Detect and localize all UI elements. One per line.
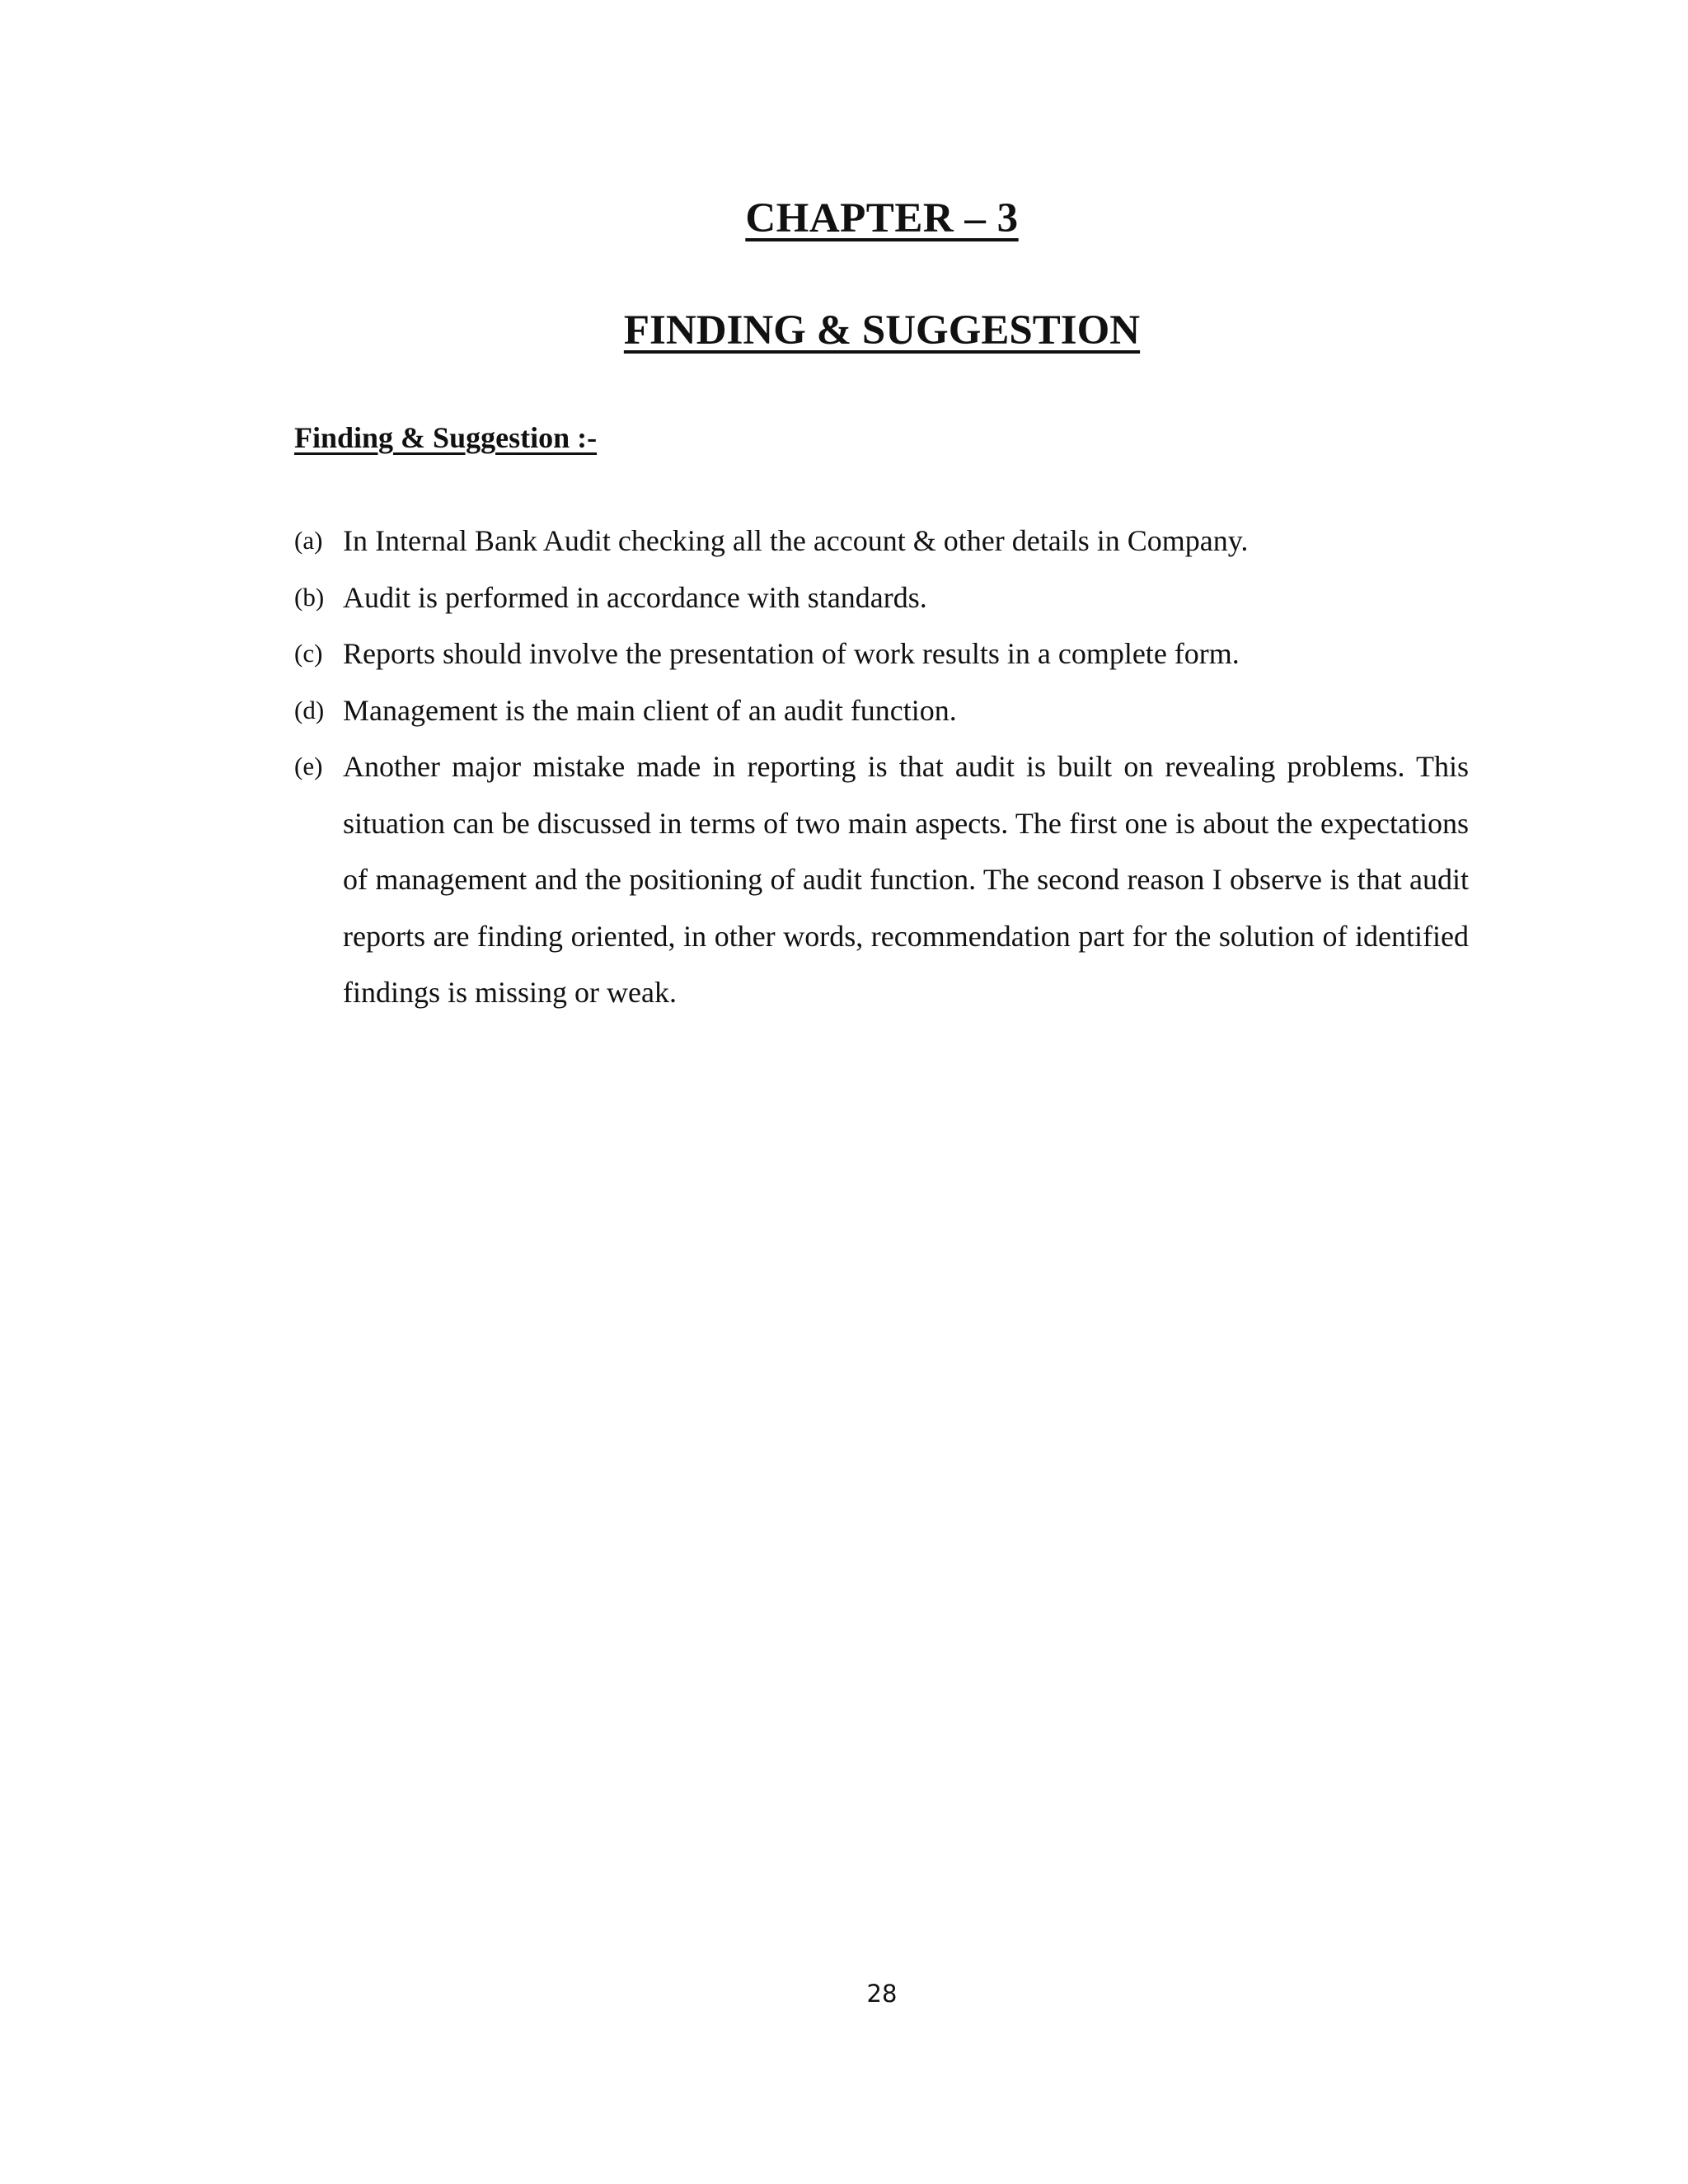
finding-text: In Internal Bank Audit checking all the account & other details in Company. — [343, 524, 1249, 557]
finding-text: Another major mistake made in reporting is that audit is built on revealing problems. This situation can be discussed in terms of two main aspects. The first one is about the expectations of management and the positioning of audit function. The second reason I observe is that audit reports are finding oriented, in other words, recommendation part for the solution of identified findings is missing or weak. — [343, 750, 1469, 1009]
finding-marker: (d) — [294, 695, 325, 724]
finding-text: Management is the main client of an audit function. — [343, 693, 957, 727]
finding-item-d — [294, 682, 1469, 739]
finding-marker: (c) — [294, 639, 323, 668]
finding-marker: (e) — [294, 752, 323, 780]
finding-text: Reports should involve the presentation of work results in a complete form. — [343, 637, 1240, 670]
finding-text: Audit is performed in accordance with standards. — [343, 580, 927, 614]
finding-item-b — [294, 569, 1469, 626]
finding-marker: (b) — [294, 582, 325, 612]
page-number: 28 — [866, 1980, 898, 2008]
finding-item-c — [294, 626, 1469, 682]
finding-item-a — [294, 513, 1469, 569]
section-heading: FINDING & SUGGESTION — [623, 307, 1141, 354]
subheading: Finding & Suggestion :- — [294, 421, 598, 454]
finding-marker: (a) — [294, 526, 323, 555]
chapter-heading: CHAPTER – 3 — [745, 195, 1019, 241]
finding-item-e — [294, 738, 1469, 1021]
findings-list — [294, 513, 1469, 1021]
